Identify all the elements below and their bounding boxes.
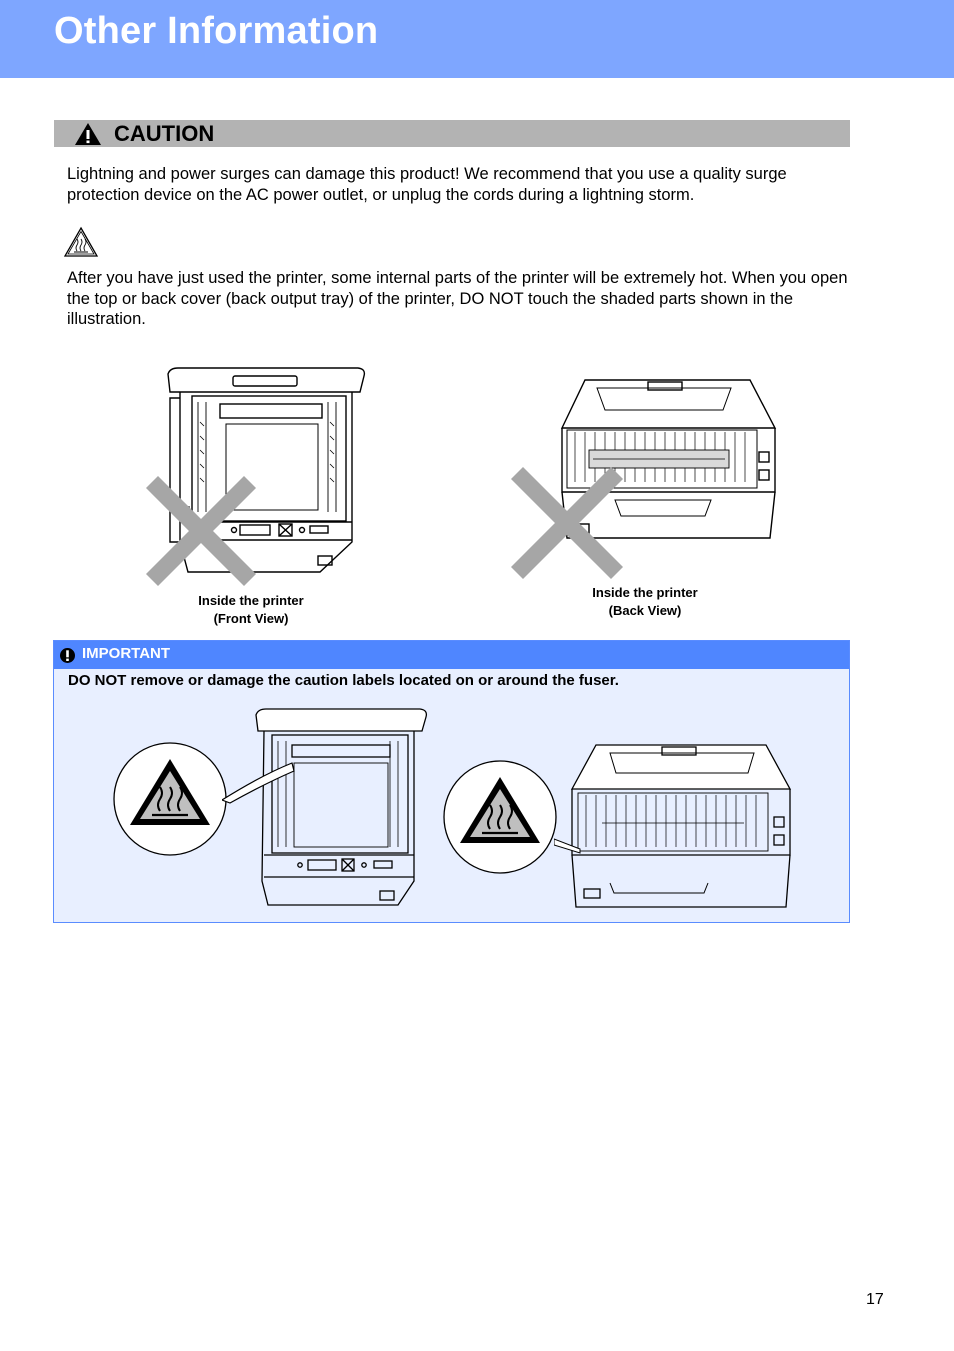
caption-front-view [171,592,331,627]
printer-front-label-illustration [222,705,432,911]
page-number: 17 [866,1291,884,1308]
caption-back-view [565,584,725,619]
hot-surface-icon [63,226,99,258]
important-box [53,640,850,923]
important-header [54,641,849,669]
caution-text-lightning: Lightning and power surges can damage this product! We recommend that you use a quality surge protection device on the AC power outlet, or unplug the cords during a lightning storm. [67,165,787,204]
caution-title: CAUTION [114,121,215,146]
caution-bar [54,120,850,147]
forbidden-cross-icon [152,482,250,580]
important-title: IMPORTANT [82,645,171,662]
printer-back-label-illustration [554,739,799,914]
page-title: Other Information [54,10,379,52]
caption-back-line1: Inside the printer [592,585,698,600]
printer-front-view-illustration [140,362,370,592]
caution-text-hot-parts: After you have just used the printer, some internal parts of the printer will be extremely hot. When you open the top or back cover (back output tray) of the printer, DO NOT touch the shaded parts shown in the illustration. [67,269,848,328]
printer-back-view-illustration [505,370,785,585]
caption-back-line2: (Back View) [608,602,682,618]
important-text: DO NOT remove or damage the caution labels located on or around the fuser. [68,672,619,689]
hot-surface-label-back-icon [442,759,562,879]
warning-triangle-icon [74,122,102,146]
hot-surface-label-front-icon [112,741,232,861]
caption-front-line1: Inside the printer [198,593,304,608]
exclamation-icon [59,647,76,664]
caption-front-line2: (Front View) [213,610,289,626]
